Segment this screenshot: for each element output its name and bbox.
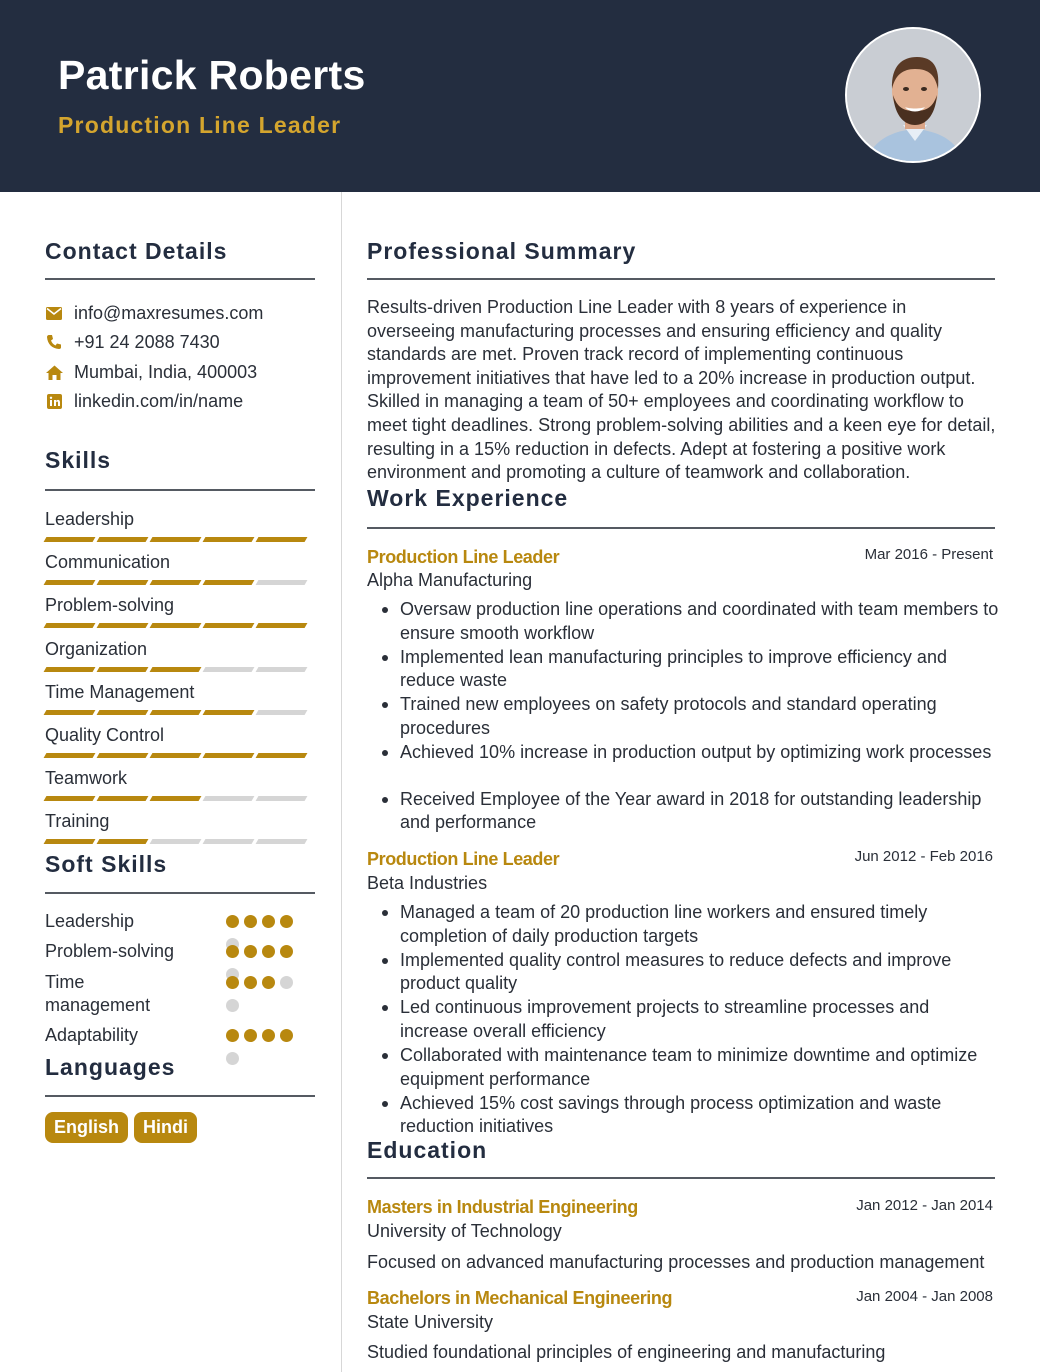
soft-skill-name: Problem-solving	[45, 941, 175, 961]
job-title: Production Line Leader	[367, 849, 560, 869]
rating-dot	[280, 945, 293, 958]
summary-heading: Professional Summary	[367, 238, 637, 264]
experience-heading: Work Experience	[367, 485, 569, 511]
rating-dot	[226, 999, 239, 1012]
job-bullet: Led continuous improvement projects to streamline processes and increase overall efficiency	[382, 996, 1002, 1043]
skill-level-segment	[97, 623, 149, 628]
skill-level-segment	[44, 796, 96, 801]
skill-level-segment	[150, 623, 202, 628]
candidate-title: Production Line Leader	[58, 112, 342, 138]
skill-level-segment	[256, 839, 308, 844]
skill-level-segment	[150, 710, 202, 715]
job-company: Beta Industries	[367, 873, 488, 893]
soft-skill-name: Leadership	[45, 911, 135, 931]
skill-name: Leadership	[45, 509, 135, 529]
skill-level-bar	[45, 537, 310, 542]
soft-skills-heading: Soft Skills	[45, 851, 168, 877]
skill-level-bar	[45, 667, 310, 672]
skill-name: Organization	[45, 638, 148, 659]
skill-name: Teamwork	[45, 768, 128, 789]
experience-rule	[367, 527, 995, 529]
job-bullet: Trained new employees on safety protocols and standard operating procedures	[382, 693, 1002, 740]
skill-level-bar	[45, 580, 310, 585]
skill-level-segment	[150, 753, 202, 758]
job-title: Production Line Leader	[367, 547, 560, 567]
skill-level-segment	[256, 667, 308, 672]
skill-level-segment	[97, 580, 149, 585]
skill-level-bar	[45, 753, 310, 758]
skill-name: Problem-solving	[45, 595, 175, 616]
skill-level-segment	[150, 667, 202, 672]
skill-level-segment	[256, 623, 308, 628]
job-dates: Mar 2016 - Present	[864, 546, 993, 563]
skill-level-segment	[203, 580, 255, 585]
contact-email	[45, 302, 263, 324]
resume-header	[0, 0, 1040, 192]
school-name: State University	[367, 1312, 494, 1332]
job-bullet: Achieved 10% increase in production output by optimizing work processes	[382, 741, 1002, 765]
skill-level-segment	[97, 796, 149, 801]
skill-level-segment	[44, 537, 96, 542]
soft-skills-rule	[45, 892, 315, 894]
skill-level-bar	[45, 796, 310, 801]
skill-level-segment	[150, 839, 202, 844]
rating-dot	[226, 915, 239, 928]
rating-dot	[226, 1052, 239, 1065]
contact-heading: Contact Details	[45, 238, 228, 264]
rating-dot	[262, 1029, 275, 1042]
degree-description: Focused on advanced manufacturing processes and production management	[367, 1252, 985, 1272]
skill-level-segment	[97, 710, 149, 715]
skill-level-segment	[256, 580, 308, 585]
contact-phone-text: +91 24 2088 7430	[74, 331, 220, 352]
languages-rule	[45, 1095, 315, 1097]
home-icon	[45, 363, 63, 381]
skill-level-bar	[45, 839, 310, 844]
candidate-name: Patrick Roberts	[58, 52, 366, 98]
rating-dot	[226, 1029, 239, 1042]
skill-level-segment	[150, 580, 202, 585]
skill-level-segment	[256, 753, 308, 758]
degree-title: Masters in Industrial Engineering	[367, 1197, 638, 1217]
skill-level-segment	[256, 537, 308, 542]
rating-dot	[262, 915, 275, 928]
languages-heading: Languages	[45, 1054, 176, 1080]
portrait-illustration	[847, 29, 981, 163]
job-dates: Jun 2012 - Feb 2016	[854, 848, 993, 865]
degree-dates: Jan 2004 - Jan 2008	[856, 1288, 993, 1305]
skill-name: Quality Control	[45, 725, 165, 745]
job-bullet: Managed a team of 20 production line workers and ensured timely completion of daily production targets	[382, 901, 1002, 948]
skill-level-segment	[203, 667, 255, 672]
contact-phone	[45, 331, 220, 353]
profile-photo	[845, 27, 981, 163]
job-bullet: Received Employee of the Year award in 2018 for outstanding leadership and performance	[382, 788, 1002, 835]
summary-text: Results-driven Production Line Leader with 8 years of experience in overseeing manufacturing processes and ensuring efficiency and quality standards are met. Proven track record of implementing continuous improvement initiatives that have led to a 20% increase in production output. Skilled in managing a team of 50+ employees and coordinating workflow to meet tight deadlines. Strong problem-solving abilities and a keen eye for detail, resulting in a 15% reduction in defects. Adept at fostering a positive work environment and promoting a culture of teamwork and collaboration.	[367, 297, 996, 483]
skill-level-segment	[44, 839, 96, 844]
phone-icon	[45, 333, 63, 351]
job-bullet: Implemented quality control measures to reduce defects and improve product quality	[382, 949, 1002, 996]
job-bullet: Achieved 15% cost savings through process optimization and waste reduction initiatives	[382, 1092, 1002, 1139]
skill-level-segment	[44, 667, 96, 672]
language-badge: Hindi	[134, 1112, 197, 1143]
rating-dot	[244, 915, 257, 928]
skill-level-segment	[203, 753, 255, 758]
rating-dot	[244, 1029, 257, 1042]
education-heading: Education	[367, 1137, 488, 1163]
rating-dot	[226, 945, 239, 958]
column-divider	[341, 192, 342, 1372]
skill-level-segment	[44, 753, 96, 758]
summary-rule	[367, 278, 995, 280]
skill-level-segment	[203, 710, 255, 715]
contact-rule	[45, 278, 315, 280]
skill-name: Time Management	[45, 681, 195, 702]
skill-level-segment	[203, 537, 255, 542]
skill-level-segment	[44, 710, 96, 715]
skill-level-segment	[150, 537, 202, 542]
skill-level-segment	[97, 753, 149, 758]
skill-level-segment	[97, 537, 149, 542]
skill-level-segment	[44, 623, 96, 628]
job-bullets	[382, 901, 1002, 1139]
job-bullet: Implemented lean manufacturing principles to improve efficiency and reduce waste	[382, 646, 1002, 693]
job-company: Alpha Manufacturing	[367, 570, 533, 590]
rating-dot	[244, 945, 257, 958]
rating-dot	[280, 976, 293, 989]
school-name: University of Technology	[367, 1221, 562, 1241]
envelope-icon	[45, 304, 63, 322]
soft-skill-name: Time management	[45, 972, 151, 1015]
contact-linkedin-text[interactable]: linkedin.com/in/name	[74, 390, 244, 411]
rating-dot	[280, 915, 293, 928]
job-bullet: Oversaw production line operations and coordinated with team members to ensure smooth workflow	[382, 598, 1002, 645]
skill-level-segment	[150, 796, 202, 801]
skills-heading: Skills	[45, 447, 112, 473]
skill-level-segment	[203, 839, 255, 844]
degree-title: Bachelors in Mechanical Engineering	[367, 1288, 673, 1308]
languages-list	[45, 1112, 203, 1143]
skill-level-segment	[97, 667, 149, 672]
job-bullets	[382, 598, 1002, 835]
skill-level-segment	[256, 710, 308, 715]
skill-level-segment	[256, 796, 308, 801]
skills-rule	[45, 489, 315, 491]
language-badge: English	[45, 1112, 128, 1143]
contact-address-text: Mumbai, India, 400003	[74, 361, 258, 382]
degree-dates: Jan 2012 - Jan 2014	[856, 1197, 993, 1214]
rating-dot	[226, 976, 239, 989]
contact-email-text: info@maxresumes.com	[74, 302, 264, 323]
skill-level-bar	[45, 623, 310, 628]
skill-name: Training	[45, 811, 110, 832]
skill-level-bar	[45, 710, 310, 715]
degree-description: Studied foundational principles of engineering and manufacturing	[367, 1342, 886, 1362]
soft-skill-rating	[226, 976, 306, 1022]
soft-skill-name: Adaptability	[45, 1025, 139, 1045]
rating-dot	[244, 976, 257, 989]
skill-level-segment	[97, 839, 149, 844]
skill-name: Communication	[45, 552, 171, 573]
rating-dot	[262, 976, 275, 989]
contact-linkedin[interactable]	[45, 390, 243, 412]
skill-level-segment	[203, 796, 255, 801]
education-rule	[367, 1177, 995, 1179]
soft-skill-rating	[226, 1029, 306, 1075]
contact-address	[45, 361, 257, 383]
rating-dot	[280, 1029, 293, 1042]
linkedin-icon	[45, 392, 63, 410]
skill-level-segment	[203, 623, 255, 628]
rating-dot	[262, 945, 275, 958]
skill-level-segment	[44, 580, 96, 585]
job-bullet: Collaborated with maintenance team to minimize downtime and optimize equipment performance	[382, 1044, 1002, 1091]
